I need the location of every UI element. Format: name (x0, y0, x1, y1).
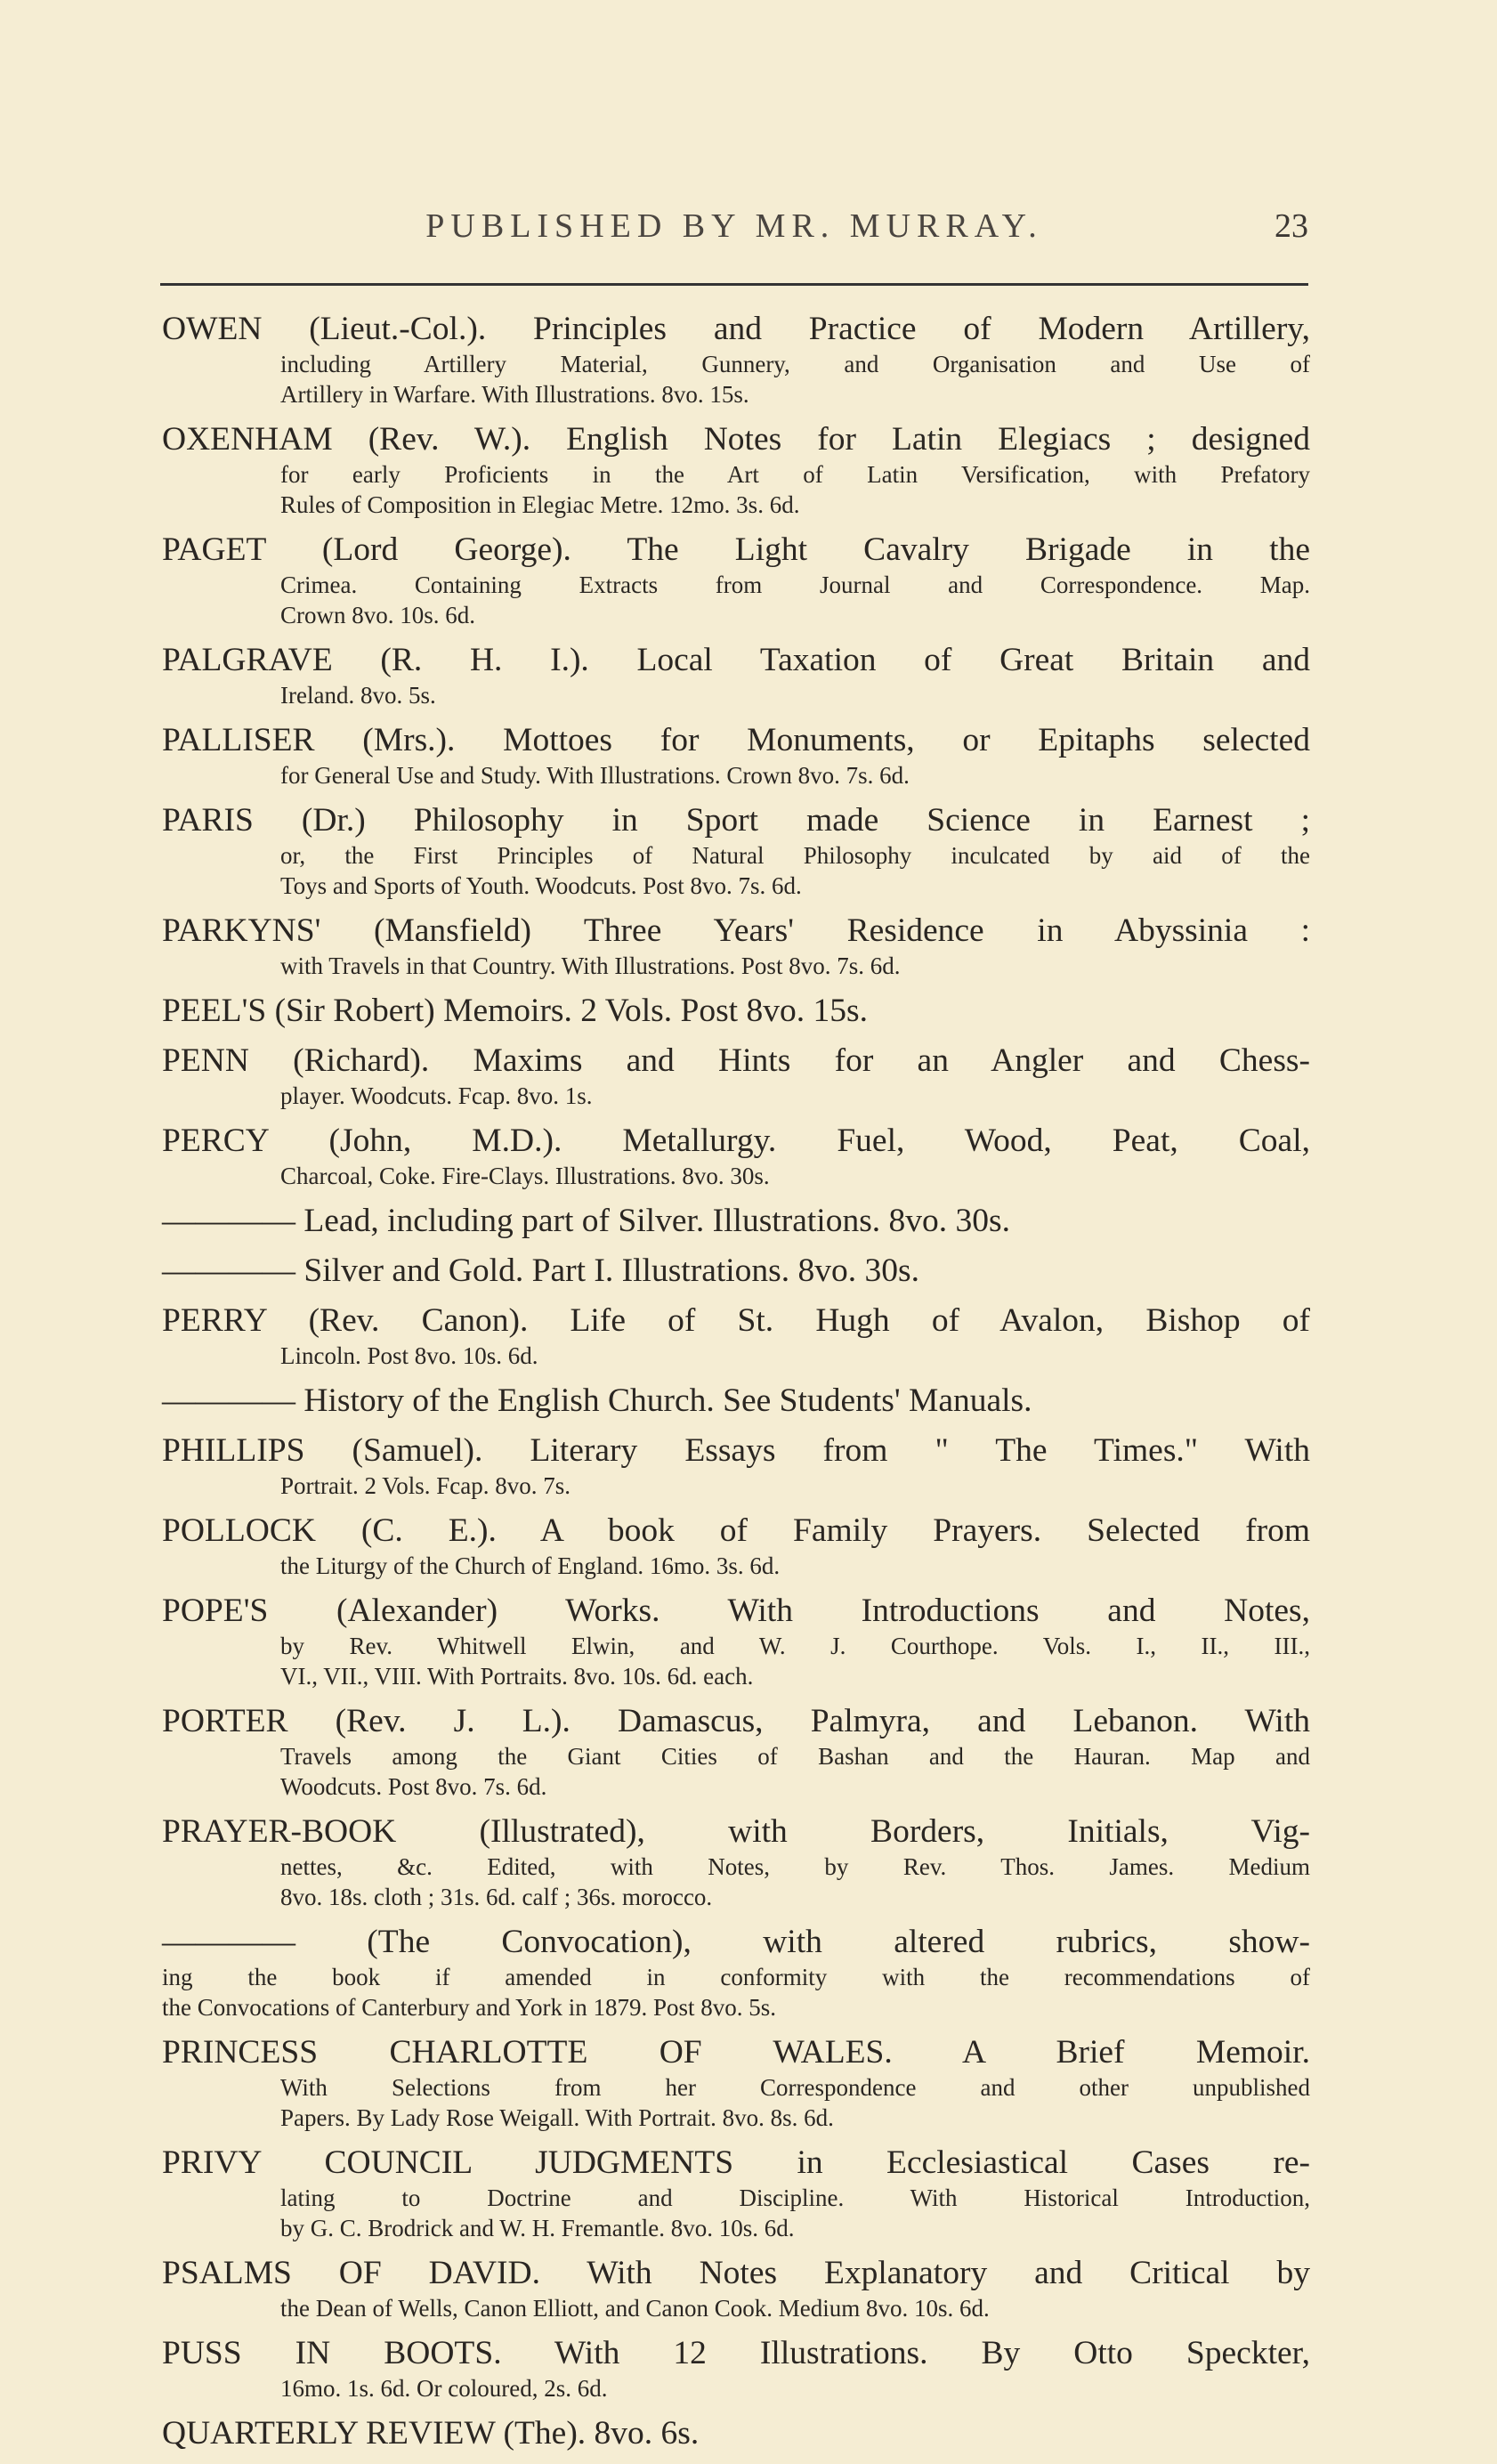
catalogue-entries (162, 310, 1310, 2464)
entry-detail: by Rev. Whitwell Elwin, and W. J. Courthope. Vols. I., II., III., (280, 1633, 1310, 1659)
entry-heading: OWEN (Lieut.-Col.). Principles and Practice of Modern Artillery, (162, 311, 1310, 347)
catalogue-entry (162, 2033, 1310, 2133)
catalogue-entry (162, 801, 1310, 901)
entry-detail: the Dean of Wells, Canon Elliott, and Canon Cook. Medium 8vo. 10s. 6d. (280, 2295, 990, 2322)
entry-heading: PHILLIPS (Samuel). Literary Essays from " The Times." With (162, 1432, 1310, 1469)
catalogue-entry (162, 420, 1310, 520)
entry-detail: Charcoal, Coke. Fire-Clays. Illustrations. 8vo. 30s. (280, 1163, 770, 1189)
entry-detail: Travels among the Giant Cities of Bashan and the Hauran. Map and (280, 1743, 1310, 1770)
entry-detail: or, the First Principles of Natural Philosophy inculcated by aid of the (280, 842, 1310, 869)
running-header (160, 207, 1308, 260)
page-number: 23 (1274, 207, 1308, 245)
entry-detail: by G. C. Brodrick and W. H. Fremantle. 8vo. 10s. 6d. (280, 2215, 795, 2241)
catalogue-entry (162, 1252, 1310, 1291)
entry-heading: PALGRAVE (R. H. I.). Local Taxation of Great Britain and (162, 642, 1310, 678)
catalogue-entry (162, 1702, 1310, 1802)
entry-heading: PRIVY COUNCIL JUDGMENTS in Ecclesiastical Cases re- (162, 2144, 1310, 2181)
entry-detail: Artillery in Warfare. With Illustrations. 8vo. 15s. (280, 381, 749, 408)
entry-detail: the Convocations of Canterbury and York in 1879. Post 8vo. 5s. (162, 1994, 776, 2021)
catalogue-entry (162, 1812, 1310, 1912)
catalogue-entry (162, 531, 1310, 630)
entry-detail: With Selections from her Correspondence and other unpublished (280, 2074, 1310, 2101)
entry-heading: POLLOCK (C. E.). A book of Family Prayers. Selected from (162, 1512, 1310, 1549)
entry-heading: PAGET (Lord George). The Light Cavalry Brigade in the (162, 531, 1310, 568)
catalogue-entry (162, 2414, 1310, 2453)
entry-detail: Crimea. Containing Extracts from Journal and Correspondence. Map. (280, 571, 1310, 598)
header-title: PUBLISHED BY MR. MURRAY. (425, 207, 1043, 245)
entry-detail: 8vo. 18s. cloth ; 31s. 6d. calf ; 36s. morocco. (280, 1884, 713, 1910)
entry-detail: the Liturgy of the Church of England. 16mo. 3s. 6d. (280, 1552, 781, 1579)
entry-detail: Crown 8vo. 10s. 6d. (280, 602, 476, 628)
entry-heading: PRINCESS CHARLOTTE OF WALES. A Brief Memoir. (162, 2034, 1310, 2071)
entry-heading: QUARTERLY REVIEW (The). 8vo. 6s. (162, 2415, 700, 2452)
catalogue-entry (162, 1202, 1310, 1241)
entry-heading: ———— History of the English Church. See Students' Manuals. (162, 1382, 1032, 1419)
catalogue-entry (162, 641, 1310, 710)
entry-detail: Rules of Composition in Elegiac Metre. 12mo. 3s. 6d. (280, 491, 800, 518)
catalogue-entry (162, 912, 1310, 981)
entry-heading: ———— Silver and Gold. Part I. Illustrations. 8vo. 30s. (162, 1252, 919, 1289)
entry-heading: PERCY (John, M.D.). Metallurgy. Fuel, Wood, Peat, Coal, (162, 1123, 1310, 1159)
entry-detail: lating to Doctrine and Discipline. With Historical Introduction, (280, 2184, 1310, 2211)
entry-heading: PARIS (Dr.) Philosophy in Sport made Science in Earnest ; (162, 802, 1310, 839)
catalogue-entry (162, 2144, 1310, 2243)
entry-detail: with Travels in that Country. With Illustrations. Post 8vo. 7s. 6d. (280, 952, 901, 979)
entry-detail: Portrait. 2 Vols. Fcap. 8vo. 7s. (280, 1472, 571, 1499)
entry-detail: for early Proficients in the Art of Latin Versification, with Prefatory (280, 461, 1310, 488)
entry-heading: PEEL'S (Sir Robert) Memoirs. 2 Vols. Post 8vo. 15s. (162, 993, 868, 1029)
entry-heading: PARKYNS' (Mansfield) Three Years' Residence in Abyssinia : (162, 912, 1310, 949)
catalogue-entry (162, 992, 1310, 1031)
entry-detail: Toys and Sports of Youth. Woodcuts. Post 8vo. 7s. 6d. (280, 872, 802, 899)
entry-heading: PSALMS OF DAVID. With Notes Explanatory and Critical by (162, 2255, 1310, 2291)
entry-heading: ———— (The Convocation), with altered rubrics, show- (162, 1924, 1310, 1960)
catalogue-entry (162, 2334, 1310, 2403)
entry-heading: PENN (Richard). Maxims and Hints for an Angler and Chess- (162, 1042, 1310, 1079)
entry-heading: PERRY (Rev. Canon). Life of St. Hugh of Avalon, Bishop of (162, 1302, 1310, 1339)
catalogue-entry (162, 1042, 1310, 1111)
entry-detail: 16mo. 1s. 6d. Or coloured, 2s. 6d. (280, 2375, 608, 2402)
catalogue-entry (162, 1592, 1310, 1691)
catalogue-entry (162, 721, 1310, 790)
header-rule (160, 283, 1308, 286)
catalogue-entry (162, 2254, 1310, 2323)
entry-heading: PRAYER-BOOK (Illustrated), with Borders, Initials, Vig- (162, 1813, 1310, 1850)
catalogue-entry (162, 1301, 1310, 1371)
entry-heading: PUSS IN BOOTS. With 12 Illustrations. By Otto Speckter, (162, 2335, 1310, 2371)
entry-heading: ———— Lead, including part of Silver. Illustrations. 8vo. 30s. (162, 1203, 1011, 1239)
entry-heading: OXENHAM (Rev. W.). English Notes for Latin Elegiacs ; designed (162, 421, 1310, 458)
entry-detail: Lincoln. Post 8vo. 10s. 6d. (280, 1342, 538, 1369)
entry-detail: nettes, &c. Edited, with Notes, by Rev. Thos. James. Medium (280, 1853, 1310, 1880)
catalogue-entry (162, 310, 1310, 409)
catalogue-entry (162, 1122, 1310, 1191)
entry-detail: Ireland. 8vo. 5s. (280, 682, 436, 709)
entry-detail: Woodcuts. Post 8vo. 7s. 6d. (280, 1773, 547, 1800)
entry-detail: player. Woodcuts. Fcap. 8vo. 1s. (280, 1082, 593, 1109)
entry-detail: ing the book if amended in conformity with the recommendations of (162, 1964, 1310, 1990)
entry-detail: VI., VII., VIII. With Portraits. 8vo. 10s. 6d. each. (280, 1663, 754, 1690)
catalogue-entry (162, 1923, 1310, 2022)
entry-heading: POPE'S (Alexander) Works. With Introductions and Notes, (162, 1593, 1310, 1629)
catalogue-entry (162, 1382, 1310, 1421)
entry-heading: PORTER (Rev. J. L.). Damascus, Palmyra, and Lebanon. With (162, 1703, 1310, 1739)
catalogue-entry (162, 1512, 1310, 1581)
entry-detail: Papers. By Lady Rose Weigall. With Portrait. 8vo. 8s. 6d. (280, 2104, 834, 2131)
catalogue-entry (162, 1431, 1310, 1501)
entry-heading: PALLISER (Mrs.). Mottoes for Monuments, or Epitaphs selected (162, 722, 1310, 758)
entry-detail: including Artillery Material, Gunnery, and Organisation and Use of (280, 351, 1310, 377)
entry-detail: for General Use and Study. With Illustrations. Crown 8vo. 7s. 6d. (280, 762, 910, 789)
